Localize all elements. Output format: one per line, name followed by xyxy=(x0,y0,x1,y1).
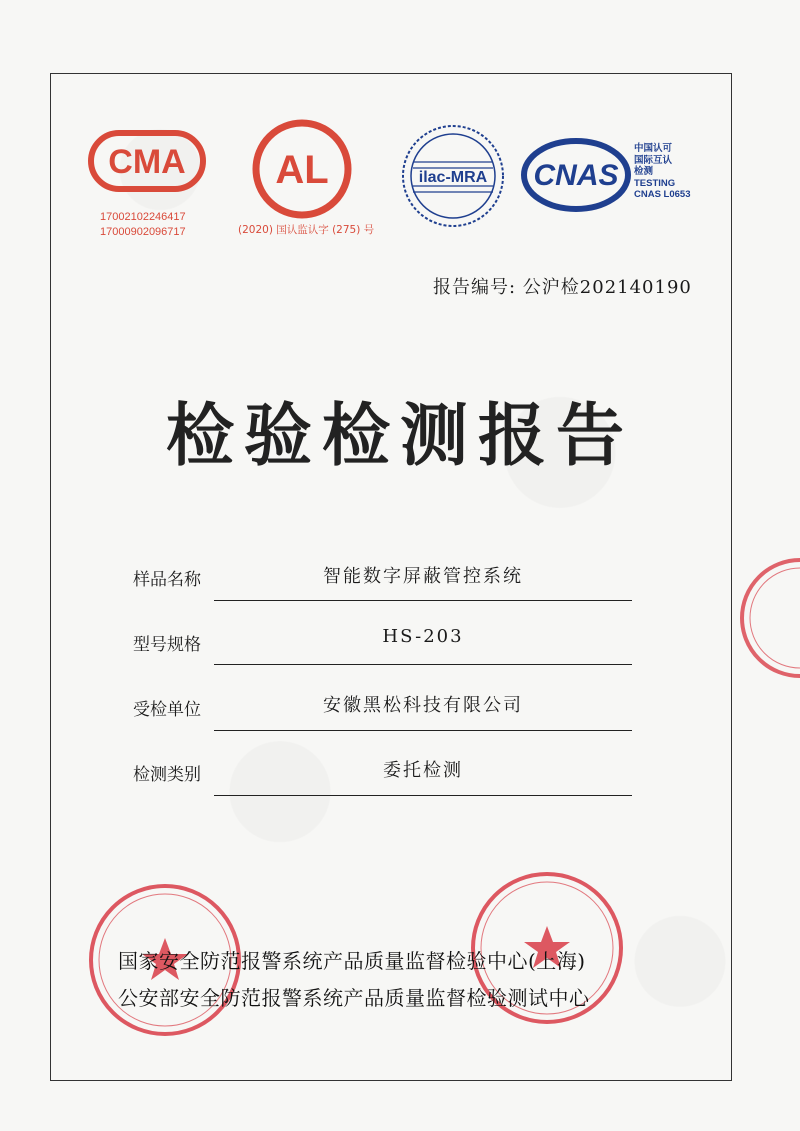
model-spec-label: 型号规格 xyxy=(133,635,201,655)
cnas-logo-icon xyxy=(520,137,632,213)
ilac-mra-logo-icon xyxy=(399,122,507,230)
client-unit-value: 安徽黑松科技有限公司 xyxy=(323,695,523,716)
cnas-line-1: 中国认可 xyxy=(634,143,673,154)
edge-seal-icon xyxy=(735,553,800,683)
cnas-line-3: 检测 xyxy=(634,166,654,177)
issuer-line-1: 国家安全防范报警系统产品质量监督检验中心(上海) xyxy=(118,949,586,973)
cma-number-1: 17002102246417 xyxy=(100,211,186,223)
sample-name-value: 智能数字屏蔽管控系统 xyxy=(323,566,523,587)
cnas-line-4: TESTING xyxy=(634,177,676,189)
test-type-value: 委托检测 xyxy=(383,760,463,781)
cnas-line-2: 国际互认 xyxy=(634,154,673,166)
test-type-underline xyxy=(214,795,632,796)
model-spec-underline xyxy=(214,664,632,665)
cma-number-2: 17000902096717 xyxy=(100,226,186,238)
cnas-accreditation-text xyxy=(634,143,691,201)
cnas-line-5: CNAS L0653 xyxy=(634,189,691,200)
svg-text:AL: AL xyxy=(275,148,329,192)
issuer-line-2: 公安部安全防范报警系统产品质量监督检验测试中心 xyxy=(118,986,590,1010)
cal-caption: (2020) 国认监认字 (275) 号 xyxy=(238,224,375,236)
report-title: 检验检测报告 xyxy=(165,397,634,476)
cal-logo-icon xyxy=(250,117,354,221)
client-unit-label: 受检单位 xyxy=(133,700,201,720)
sample-name-label: 样品名称 xyxy=(133,570,201,590)
cnas-label: CNAS xyxy=(533,159,619,192)
cma-logo-icon xyxy=(88,130,206,192)
client-unit-underline xyxy=(214,730,632,731)
cma-numbers xyxy=(100,210,186,240)
ilac-label: ilac-MRA xyxy=(418,169,488,186)
test-type-label: 检测类别 xyxy=(133,765,201,785)
report-number: 报告编号: 公沪检202140190 xyxy=(433,277,692,298)
model-spec-value: HS-203 xyxy=(382,626,464,647)
sample-name-underline xyxy=(214,600,632,601)
svg-text:CMA: CMA xyxy=(108,143,186,181)
